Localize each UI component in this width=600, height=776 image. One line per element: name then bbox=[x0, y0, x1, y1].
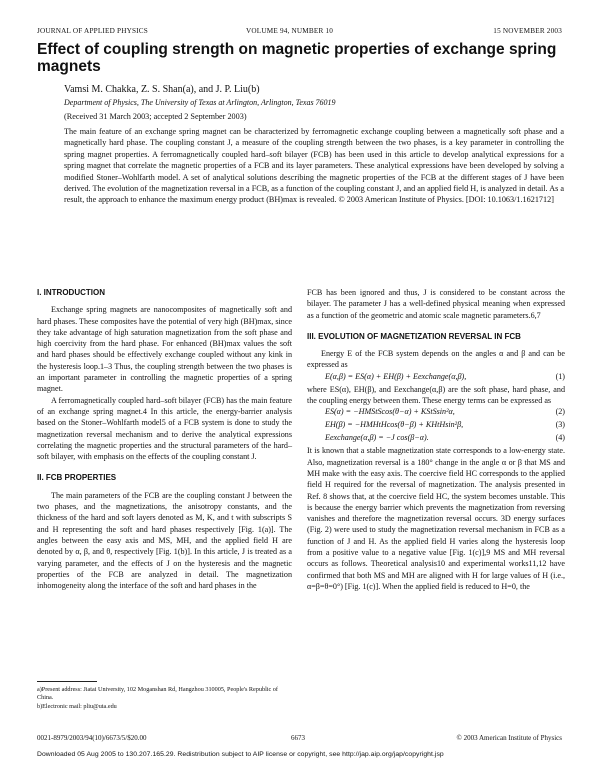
paper-title: Effect of coupling strength on magnetic properties of exchange spring magnets bbox=[37, 41, 557, 75]
equation-3-body: EH(β) = −HMHtHcos(θ−β) + KHtHsin²β, bbox=[325, 420, 464, 430]
equation-4-number: (4) bbox=[555, 433, 565, 443]
section-heading-evolution: III. EVOLUTION OF MAGNETIZATION REVERSAL IN FCB bbox=[307, 331, 521, 341]
section-heading-fcb: II. FCB PROPERTIES bbox=[37, 473, 117, 483]
right-column bbox=[307, 287, 565, 592]
left-column bbox=[37, 287, 292, 591]
equation-3 bbox=[307, 419, 565, 432]
journal-name: JOURNAL OF APPLIED PHYSICS bbox=[37, 27, 148, 35]
copyright: © 2003 American Institute of Physics bbox=[456, 734, 562, 742]
abstract: The main feature of an exchange spring magnet can be characterized by ferromagnetic exchange coupling between a magnetically soft phase and a magnetically hard phase. The coupling constant J, a measure of the coupling strength between the two phases, is a key parameter in controlling the spring magnet properties. A ferromagnetically coupled hard–soft bilayer (FCB) has been used in this article to develop analytical expressions for a spring magnet that correlate the magnetic properties of a FCB and its layer parameters. These analytical expressions have been developed by solving a modified Stoner–Wohlfarth model. A set of analytical solutions describing the magnetic properties of the FCB at the different stages of J have been derived. The evolution of the magnetization reversal in a FCB, as a function of the coupling constant J, and an applied field H, is analyzed in detail. As a result, the approach to enhance the maximum energy product (BH)max is revealed. © 2003 American Institute of Physics. [DOI: 10.1063/1.1621712] bbox=[64, 127, 564, 205]
footnote-a: a)Present address: Jiatai University, 102 Moganshan Rd, Hangzhou 310005, People's Republic of China. bbox=[37, 686, 278, 701]
section-heading-introduction: I. INTRODUCTION bbox=[37, 288, 105, 297]
received-dates: (Received 31 March 2003; accepted 2 September 2003) bbox=[64, 112, 247, 121]
equation-4-body: Eexchange(α,β) = −J cos(β−α). bbox=[325, 433, 429, 443]
footnote-b: b)Electronic mail: pliu@uta.edu bbox=[37, 703, 117, 710]
energy-intro: Energy E of the FCB system depends on the angles α and β and can be expressed as bbox=[307, 349, 565, 370]
equation-2 bbox=[307, 406, 565, 419]
affiliation: Department of Physics, The University of Texas at Arlington, Arlington, Texas 76019 bbox=[64, 98, 336, 107]
equation-1 bbox=[307, 371, 565, 384]
fcb-continued-paragraph: FCB has been ignored and thus, J is considered to be constant across the bilayer. The parameter J has a well-defined physical meaning when expressed as a function of the geometric and atomic scale magnetic parameters.6,7 bbox=[307, 288, 565, 320]
fcb-paragraph: The main parameters of the FCB are the coupling constant J between the two phases, and the magnetizations, the anisotropy constants, and the thickness of the hard and soft layers denoted as M, K, and t with subscripts S and H representing the soft and hard phases respectively [Fig. 1(a)]. The angles between the easy axis and MS, MH, and the applied field H are denoted by α, β, and θ, respectively [Fig. 1(b)]. In this article, J is treated as a varying parameter, and the effects of J on the hysteresis and the magnetic properties of the FCB are analyzed in detail. The magnetization inhomogeneity along the interface of the soft and hard phases in the bbox=[37, 490, 292, 591]
equation-2-number: (2) bbox=[555, 407, 565, 417]
energy-terms-paragraph: where ES(α), EH(β), and Eexchange(α,β) are the soft phase, hard phase, and the coupling energy between them. These energy terms can be expressed as bbox=[307, 384, 565, 406]
equation-4 bbox=[307, 432, 565, 445]
article-code: 0021-8979/2003/94(10)/6673/5/$20.00 bbox=[37, 734, 147, 742]
equation-3-number: (3) bbox=[555, 420, 565, 430]
equation-1-body: E(α,β) = ES(α) + EH(β) + Eexchange(α,β), bbox=[325, 371, 467, 381]
equation-2-body: ES(α) = −HMStScos(θ−α) + KStSsin²α, bbox=[325, 407, 455, 417]
intro-paragraph-1: Exchange spring magnets are nanocomposites of magnetically soft and hard phases. These composites have the potential of very high (BH)max, since they take advantage of high saturation magnetization from the soft phase and high coercivity from the hard phase. For enhanced (BH)max values the soft and hard phases should be effectively exchange coupled without any kink in the hysteresis loop.1–3 Thus, the coupling strength between the two phases is an important parameter in controlling the magnetic properties of a spring magnet. bbox=[37, 305, 292, 394]
reversal-paragraph: It is known that a stable magnetization state corresponds to a low-energy state. Also, magnetization reversal is a 180° change in the angle α or β that MS and MH make with the easy axis. The coercive field HC corresponds to the applied field H required for the reversal of magnetization. The analysis presented in Ref. 8 shows that, at the coercive field HC, the system becomes unstable. This is because the energy barrier which prevents the magnetization from reversing vanishes and therefore the magnetization reversal occurs. 3D energy surfaces (Fig. 2) were used to study the magnetization reversal mechanism in FCB as a function of J and H. As the applied field H varies along the hysteresis loop from a positive value to a negative value [Fig. 1(c)],9 MS and MH reversal occurs as follows. Theoretical analysis10 and experimental works11,12 have confirmed that both MS and MH are aligned with H for large values of H (i.e., α=β=θ=0°) [Fig. 1(c)]. When the applied field is reduced to H=0, the bbox=[307, 446, 565, 591]
authors: Vamsi M. Chakka, Z. S. Shan(a), and J. P. Liu(b) bbox=[64, 84, 260, 95]
page-number: 6673 bbox=[291, 734, 305, 742]
intro-paragraph-2: A ferromagnetically coupled hard–soft bilayer (FCB) has the main feature of an exchange spring magnet.4 In this article, the energy-barrier analysis based on the Stoner–Wohlfarth model5 of a FCB system is done to study the magnetization reversal mechanism and to derive the analytical expressions correlating the magnetic properties and the structural parameters of the hard–soft bilayer, with emphasis on the effects of the coupling constant J. bbox=[37, 395, 292, 462]
volume-number: VOLUME 94, NUMBER 10 bbox=[246, 27, 334, 35]
download-notice: Downloaded 05 Aug 2005 to 130.207.165.29. Redistribution subject to AIP license or copyright, see http://jap.aip.org/jap/copyright.jsp bbox=[37, 751, 444, 758]
equation-1-number: (1) bbox=[555, 371, 565, 381]
issue-date: 15 NOVEMBER 2003 bbox=[493, 27, 562, 35]
footnote-divider bbox=[37, 681, 97, 682]
